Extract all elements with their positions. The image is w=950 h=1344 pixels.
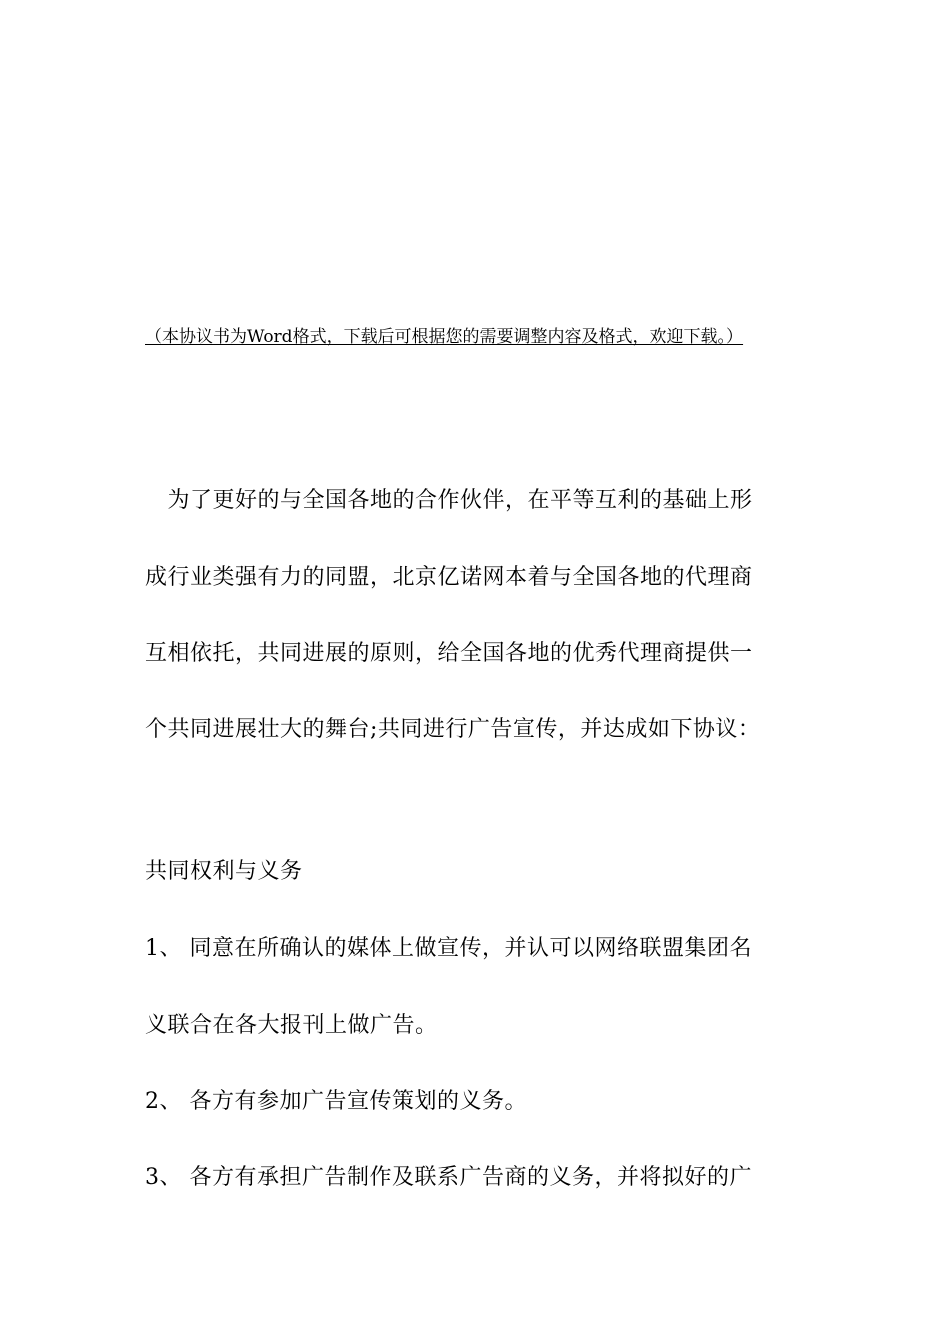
intro-line-2: 成行业类强有力的同盟，北京亿诺网本着与全国各地的代理商 (145, 565, 753, 590)
intro-line-1: 为了更好的与全国各地的合作伙伴，在平等互利的基础上形 (145, 488, 753, 513)
item-1-line-1: 1、 同意在所确认的媒体上做宣传，并认可以网络联盟集团名 (145, 936, 752, 961)
item-3-line-1: 3、 各方有承担广告制作及联系广告商的义务，并将拟好的广 (145, 1165, 752, 1190)
section-heading: 共同权利与义务 (145, 859, 303, 884)
item-1-line-2: 义联合在各大报刊上做广告。 (145, 1013, 438, 1038)
intro-line-3: 互相依托，共同进展的原则，给全国各地的优秀代理商提供一 (145, 641, 753, 666)
format-note: （本协议书为Word格式，下载后可根据您的需要调整内容及格式，欢迎下载。） (145, 327, 744, 347)
intro-line-4: 个共同进展壮大的舞台;共同进行广告宣传，并达成如下协议： (145, 717, 761, 742)
item-2-line-1: 2、 各方有参加广告宣传策划的义务。 (145, 1089, 527, 1114)
